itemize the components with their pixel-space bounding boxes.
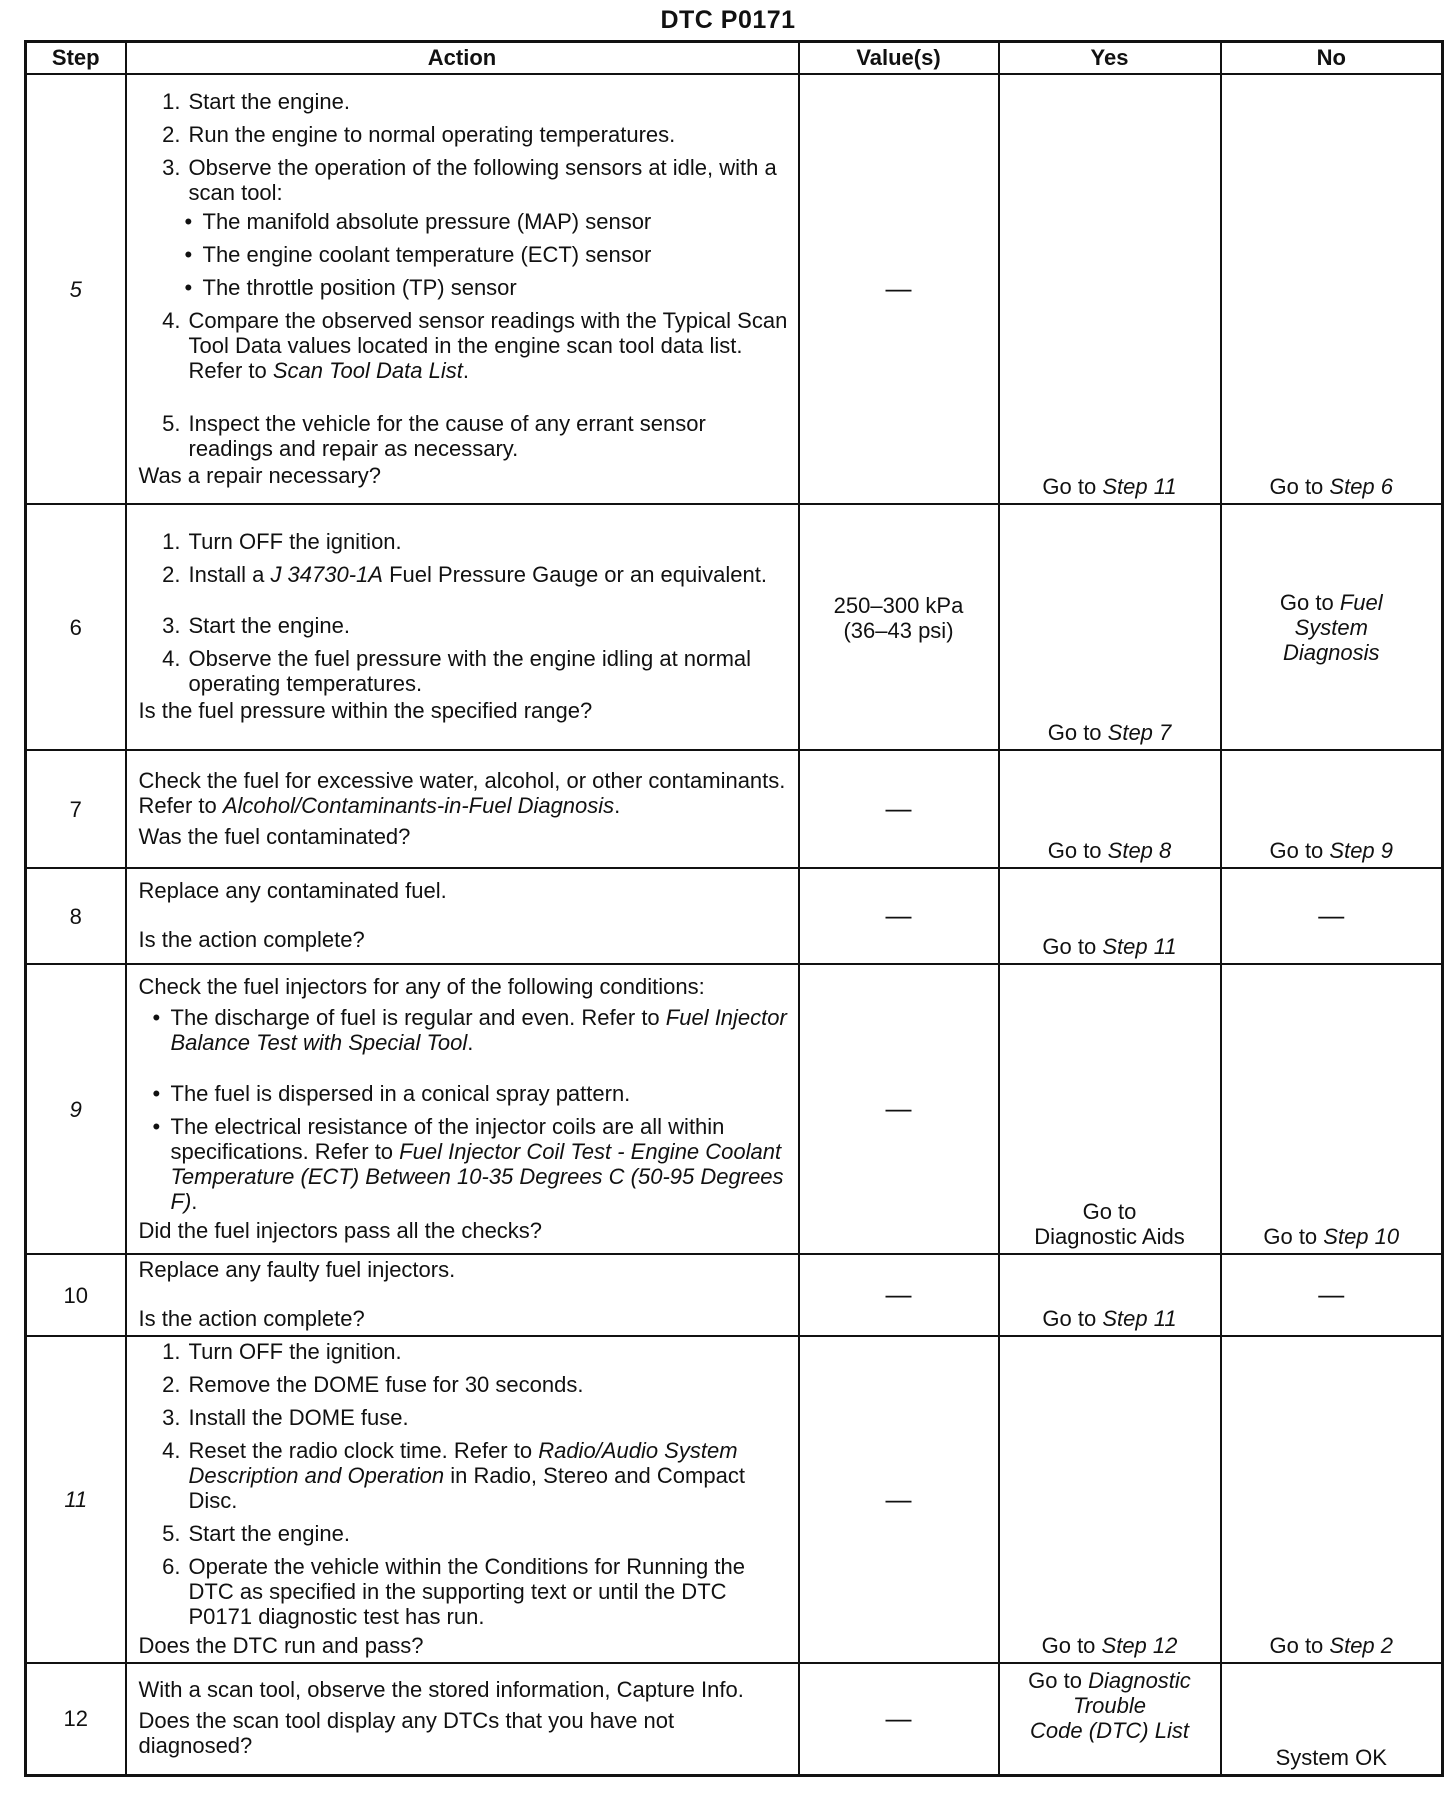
list-item: 6. Operate the vehicle within the Conditions for Running the DTC as specified in the supporting text or until the DTC P0171 diagnostic test has run. (162, 1554, 745, 1629)
list-item: 4. Compare the observed sensor readings with the Typical Scan Tool Data values located in the engine scan tool data list. Refer to Scan Tool Data List. (162, 307, 788, 383)
question: Is the fuel pressure within the specified range? (138, 698, 593, 723)
step-link[interactable]: Step 11 (1102, 474, 1177, 499)
question: Is the action complete? (138, 1306, 365, 1331)
diagnostic-aids-link[interactable]: Diagnostic Aids (1034, 1224, 1185, 1249)
header-row (26, 42, 1443, 75)
question: Is the action complete? (138, 927, 365, 952)
table-row (26, 74, 1443, 504)
bullet-item: • The electrical resistance of the injector coils are all within specifications. Refer to Fuel Injector Coil Test - Engine Coolant Temperature (ECT) Between 10-35 Degrees C (50-95 Degrees F). (152, 1113, 784, 1214)
value-cell: — (799, 74, 999, 504)
value-cell: — (799, 868, 999, 964)
value-cell: — (799, 750, 999, 868)
question: Does the DTC run and pass? (138, 1633, 424, 1658)
step-number: 7 (26, 750, 126, 868)
action-cell (126, 504, 799, 750)
step-number: 11 (26, 1336, 126, 1663)
pressure-psi: (36–43 psi) (843, 618, 954, 643)
diagnosis-link-line[interactable]: Diagnosis (1282, 639, 1380, 665)
yes-cell: Go to Step 11 (999, 868, 1221, 964)
page-title: DTC P0171 (660, 6, 796, 34)
header-yes: Yes (999, 42, 1221, 75)
action-cell (126, 74, 799, 504)
list-item: 2. Remove the DOME fuse for 30 seconds. (162, 1372, 584, 1397)
list-item: 4. Reset the radio clock time. Refer to Radio/Audio System Description and Operation in Radio, Stereo and Compact Disc. (162, 1438, 745, 1513)
header-action: Action (126, 42, 799, 75)
list-item: 1. Turn OFF the ignition. (162, 1339, 402, 1364)
step-number: 8 (26, 868, 126, 964)
list-item: 2. Install a J 34730-1A Fuel Pressure Gauge or an equivalent. (162, 562, 767, 587)
header-step: Step (26, 42, 126, 75)
yes-cell: Go to Step 7 (999, 504, 1221, 750)
instruction: With a scan tool, observe the stored information, Capture Info. (138, 1677, 744, 1703)
yes-cell: Go to Step 11 (999, 74, 1221, 504)
question: Did the fuel injectors pass all the checks? (138, 1217, 543, 1243)
action-cell (126, 1254, 799, 1336)
yes-cell: Go to Step 11 (999, 1254, 1221, 1336)
diagnostic-table (24, 40, 1444, 1777)
step-number: 5 (26, 74, 126, 504)
instruction: Check the fuel for excessive water, alcohol, or other contaminants. Refer to Alcohol/Contaminants-in-Fuel Diagnosis. (138, 767, 786, 818)
diagnosis-link-line[interactable]: System (1294, 614, 1368, 640)
step-link[interactable]: Step 8 (1107, 838, 1172, 863)
list-item: 4. Observe the fuel pressure with the engine idling at normal operating temperatures. (162, 646, 752, 696)
step-link[interactable]: Step 6 (1329, 474, 1394, 499)
step-number: 9 (26, 964, 126, 1254)
list-item: 1. Turn OFF the ignition. (162, 529, 402, 554)
step-link[interactable]: Step 7 (1107, 720, 1172, 745)
bullet-item: • The engine coolant temperature (ECT) sensor (184, 241, 652, 267)
bullet-item: • The fuel is dispersed in a conical spray pattern. (152, 1080, 631, 1106)
action-cell (126, 868, 799, 964)
list-item: 3. Observe the operation of the following sensors at idle, with a scan tool: (162, 154, 777, 205)
no-cell: Go to Step 9 (1221, 750, 1443, 868)
list-item: 5. Inspect the vehicle for the cause of any errant sensor readings and repair as necessary. (162, 410, 706, 461)
instruction: Check the fuel injectors for any of the following conditions: (138, 973, 705, 999)
list-item: 3. Start the engine. (162, 613, 350, 638)
dtc-list-link-line[interactable]: Trouble (1073, 1693, 1146, 1718)
step-link[interactable]: Step 12 (1101, 1633, 1178, 1658)
table-row (26, 1663, 1443, 1775)
header-values: Value(s) (799, 42, 999, 75)
list-item: 2. Run the engine to normal operating temperatures. (162, 121, 676, 147)
action-cell (126, 1336, 799, 1663)
table-row (26, 964, 1443, 1254)
step-link[interactable]: Step 11 (1102, 1306, 1177, 1331)
step-number: 6 (26, 504, 126, 750)
yes-cell: Go to Diagnostic Aids (999, 964, 1221, 1254)
reference-link[interactable]: Alcohol/Contaminants-in-Fuel Diagnosis (222, 792, 615, 818)
question: Does the scan tool display any DTCs that you have not diagnosed? (138, 1708, 675, 1759)
table-row (26, 504, 1443, 750)
value-cell (799, 504, 999, 750)
list-item: 1. Start the engine. (162, 88, 350, 114)
step-link[interactable]: Step 2 (1329, 1633, 1394, 1658)
no-cell: Go to Step 6 (1221, 74, 1443, 504)
table-row (26, 1336, 1443, 1663)
bullet-item: • The discharge of fuel is regular and even. Refer to Fuel Injector Balance Test with Special Tool. (152, 1004, 787, 1055)
value-cell: — (799, 1663, 999, 1775)
yes-cell: Go to Step 8 (999, 750, 1221, 868)
instruction: Replace any contaminated fuel. (138, 878, 447, 903)
dtc-list-link[interactable]: Diagnostic (1088, 1668, 1191, 1693)
table-row (26, 1254, 1443, 1336)
no-cell: Go to Fuel System Diagnosis (1221, 504, 1443, 750)
step-link[interactable]: Step 11 (1102, 934, 1177, 959)
yes-cell: Go to Step 12 (999, 1336, 1221, 1663)
list-item: 3. Install the DOME fuse. (162, 1405, 409, 1430)
no-cell: — (1221, 1254, 1443, 1336)
step-number: 10 (26, 1254, 126, 1336)
value-cell: — (799, 1254, 999, 1336)
no-cell: System OK (1221, 1663, 1443, 1775)
bullet-item: • The manifold absolute pressure (MAP) sensor (184, 208, 652, 234)
no-cell: — (1221, 868, 1443, 964)
diagnosis-link[interactable]: Fuel (1339, 589, 1383, 615)
reference-link[interactable]: Radio/Audio System Description and Operation (188, 1438, 738, 1488)
instruction: Replace any faulty fuel injectors. (138, 1257, 456, 1282)
pressure-kpa: 250–300 kPa (833, 593, 964, 618)
step-link[interactable]: Step 9 (1329, 838, 1394, 863)
reference-link[interactable]: Fuel Injector Balance Test with Special Tool (170, 1004, 787, 1055)
value-cell: — (799, 964, 999, 1254)
bullet-item: • The throttle position (TP) sensor (184, 274, 517, 300)
no-cell: Go to Step 10 (1221, 964, 1443, 1254)
table-row (26, 868, 1443, 964)
step-link[interactable]: Step 10 (1323, 1224, 1400, 1249)
yes-cell: Go to Diagnostic Trouble Code (DTC) List (999, 1663, 1221, 1775)
table-row (26, 750, 1443, 868)
header-no: No (1221, 42, 1443, 75)
question: Was a repair necessary? (138, 462, 382, 488)
dtc-list-link-line[interactable]: Code (DTC) List (1030, 1718, 1189, 1743)
step-number: 12 (26, 1663, 126, 1775)
action-cell (126, 1663, 799, 1775)
value-cell: — (799, 1336, 999, 1663)
reference-link[interactable]: Fuel Injector Coil Test - Engine Coolant Temperature (ECT) Between 10-35 Degrees C (50-95 Degrees F) (170, 1138, 784, 1214)
question: Was the fuel contaminated? (138, 823, 411, 849)
reference-link[interactable]: Scan Tool Data List (272, 357, 463, 383)
action-cell (126, 750, 799, 868)
list-item: 5. Start the engine. (162, 1521, 350, 1546)
no-cell: Go to Step 2 (1221, 1336, 1443, 1663)
tool-reference: J 34730-1A (270, 562, 383, 587)
action-cell (126, 964, 799, 1254)
